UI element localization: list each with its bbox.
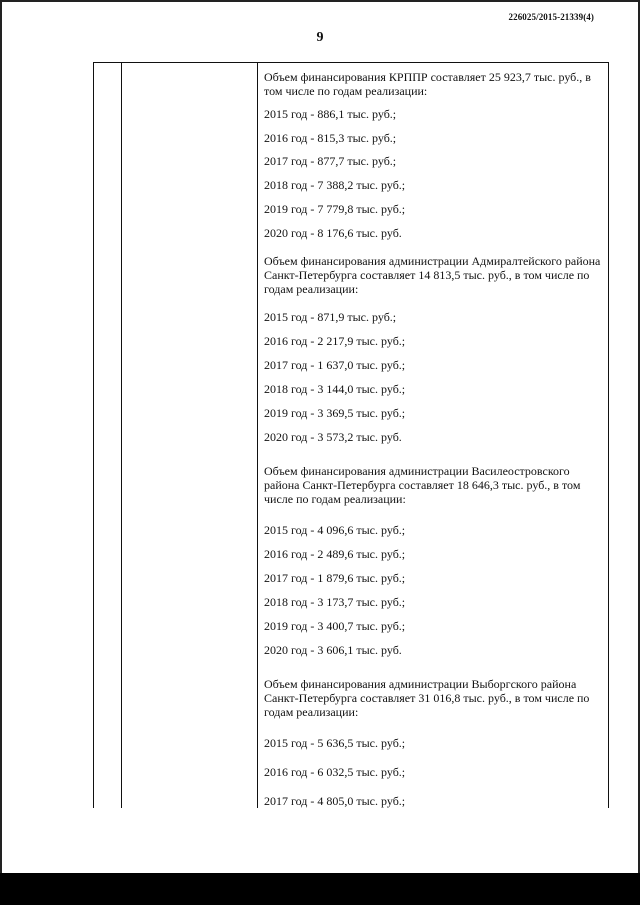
year-line: 2017 год - 877,7 тыс. руб.;: [264, 154, 397, 168]
year-line: 2017 год - 1 879,6 тыс. руб.;: [264, 571, 406, 585]
scan-bottom-band: [0, 873, 640, 905]
column-divider: [257, 63, 258, 808]
year-line: 2016 год - 815,3 тыс. руб.;: [264, 131, 397, 145]
document-number: 226025/2015-21339(4): [508, 12, 594, 22]
year-line: 2018 год - 3 144,0 тыс. руб.;: [264, 382, 406, 396]
year-line: 2016 год - 2 217,9 тыс. руб.;: [264, 334, 406, 348]
year-line: 2016 год - 2 489,6 тыс. руб.;: [264, 547, 406, 561]
scan-border-top: [0, 0, 640, 2]
section-intro-krppr: Объем финансирования КРППР составляет 25 923,7 тыс. руб., в том числе по годам реализации:: [264, 70, 591, 98]
year-line: 2018 год - 7 388,2 тыс. руб.;: [264, 178, 406, 192]
year-line: 2019 год - 3 369,5 тыс. руб.;: [264, 406, 406, 420]
year-line: 2020 год - 3 606,1 тыс. руб.: [264, 643, 402, 657]
year-line: 2015 год - 4 096,6 тыс. руб.;: [264, 523, 406, 537]
section-intro-admiralteysky: Объем финансирования администрации Адмиралтейского района Санкт-Петербурга составляет 14 813,5 тыс. руб., в том числе по годам реализации:: [264, 254, 601, 296]
year-line: 2019 год - 7 779,8 тыс. руб.;: [264, 202, 406, 216]
column-divider: [121, 63, 122, 808]
section-intro-vyborgsky: Объем финансирования администрации Выборгского района Санкт-Петербурга составляет 31 016,8 тыс. руб., в том числе по годам реализации:: [264, 677, 590, 719]
scan-border-left: [0, 0, 2, 905]
section-intro-vasileostrovsky: Объем финансирования администрации Василеостровского района Санкт-Петербурга составляет 18 646,3 тыс. руб., в том числе по годам реализации:: [264, 464, 581, 506]
year-line: 2015 год - 5 636,5 тыс. руб.;: [264, 736, 406, 750]
year-line: 2017 год - 1 637,0 тыс. руб.;: [264, 358, 406, 372]
page-number: 9: [316, 30, 324, 45]
year-line: 2019 год - 3 400,7 тыс. руб.;: [264, 619, 406, 633]
year-line: 2017 год - 4 805,0 тыс. руб.;: [264, 794, 406, 808]
year-line: 2020 год - 3 573,2 тыс. руб.: [264, 430, 402, 444]
year-line: 2018 год - 3 173,7 тыс. руб.;: [264, 595, 406, 609]
year-line: 2016 год - 6 032,5 тыс. руб.;: [264, 765, 406, 779]
year-line: 2020 год - 8 176,6 тыс. руб.: [264, 226, 402, 240]
year-line: 2015 год - 871,9 тыс. руб.;: [264, 310, 397, 324]
year-line: 2015 год - 886,1 тыс. руб.;: [264, 107, 397, 121]
